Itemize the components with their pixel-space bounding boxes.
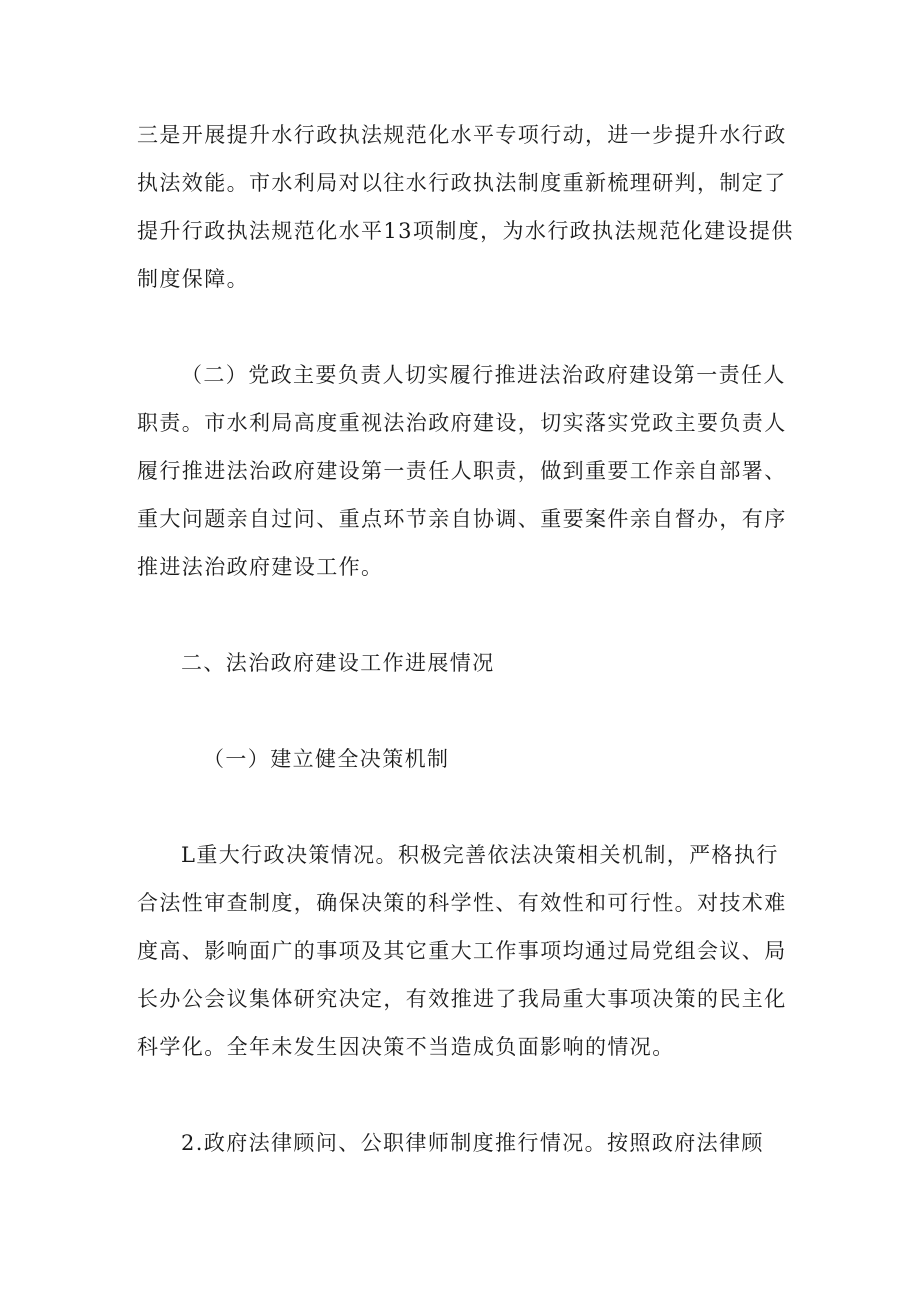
paragraph-legal-advisor: 2.政府法律顾问、公职律师制度推行情况。按照政府法律顾 (181, 1131, 764, 1155)
paragraph-special-action: 三是开展提升水行政执法规范化水平专项行动，进一步提升水行政执法效能。市水利局对以往水行政执法制度重新梳理研判，制定了提升行政执法规范化水平13项制度，为水行政执法规范化建设提供制度保障。 (137, 123, 794, 291)
paragraph-party-responsibility: （二）党政主要负责人切实履行推进法治政府建设第一责任人职责。市水利局高度重视法治政府建设，切实落实党政主要负责人履行推进法治政府建设第一责任人职责，做到重要工作亲自部署、重大问题亲自过问、重点环节亲自协调、重要案件亲自督办，有序推进法治政府建设工作。 (137, 363, 787, 579)
paragraph-major-decisions: L重大行政决策情况。积极完善依法决策相关机制，严格执行合法性审查制度，确保决策的科学性、有效性和可行性。对技术难度高、影响面广的事项及其它重大工作事项均通过局党组会议、局长办公会议集体研究决定，有效推进了我局重大事项决策的民主化科学化。全年未发生因决策不当造成负面影响的情况。 (137, 843, 787, 1059)
section-heading: 二、法治政府建设工作进展情况 (181, 651, 495, 675)
subsection-heading: （一）建立健全决策机制 (203, 747, 450, 771)
